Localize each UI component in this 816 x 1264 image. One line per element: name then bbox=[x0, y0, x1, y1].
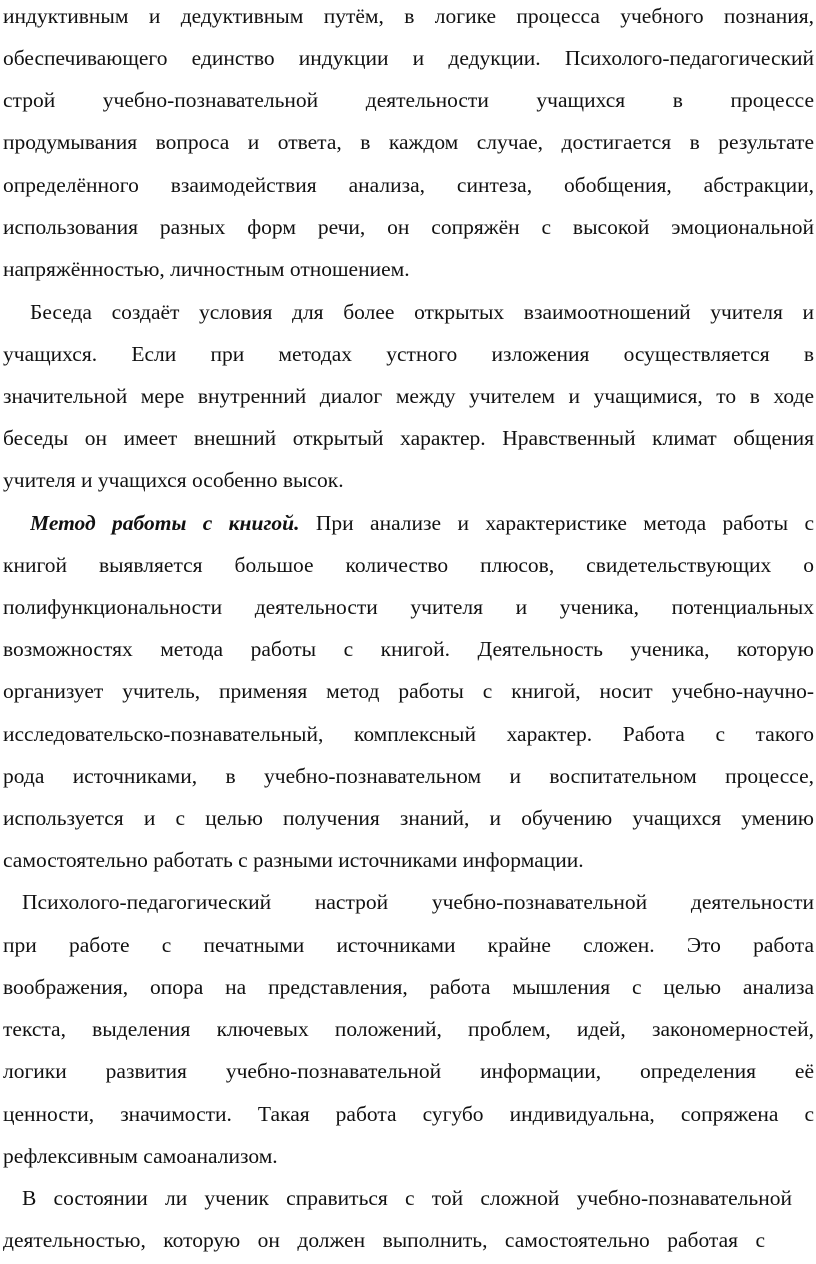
text-line: продумывания вопроса и ответа, в каждом случае, достигается в результате bbox=[3, 130, 814, 154]
text-line: полифункциональности деятельности учителя и ученика, потенциальных bbox=[3, 595, 814, 619]
text-line: использования разных форм речи, он сопряжён с высокой эмоциональной bbox=[3, 215, 814, 239]
text-line: обеспечивающего единство индукции и дедукции. Психолого-педагогический bbox=[3, 46, 814, 70]
text-line: деятельностью, которую он должен выполнить, самостоятельно работая с bbox=[3, 1228, 765, 1252]
text-line: используется и с целью получения знаний, и обучению учащихся умению bbox=[3, 806, 814, 830]
text-line: Беседа создаёт условия для более открытых взаимоотношений учителя и bbox=[30, 300, 814, 324]
text-line: ценности, значимости. Такая работа сугубо индивидуальна, сопряжена с bbox=[3, 1102, 814, 1126]
text-line: В состоянии ли ученик справиться с той сложной учебно-познавательной bbox=[22, 1186, 792, 1210]
section-lead-heading: Метод работы с книгой. bbox=[30, 511, 300, 535]
text-line: беседы он имеет внешний открытый характер. Нравственный климат общения bbox=[3, 426, 814, 450]
text-line: при работе с печатными источниками крайне сложен. Это работа bbox=[3, 933, 814, 957]
text-line: воображения, опора на представления, работа мышления с целью анализа bbox=[3, 975, 814, 999]
text-line bbox=[30, 508, 814, 538]
text-line: рефлексивным самоанализом. bbox=[3, 1144, 278, 1168]
text-line: логики развития учебно-познавательной информации, определения её bbox=[3, 1059, 814, 1083]
text-line: индуктивным и дедуктивным путём, в логике процесса учебного познания, bbox=[3, 4, 814, 28]
text-line: возможностях метода работы с книгой. Деятельность ученика, которую bbox=[3, 637, 814, 661]
text-line: учащихся. Если при методах устного изложения осуществляется в bbox=[3, 342, 814, 366]
text-line: определённого взаимодействия анализа, синтеза, обобщения, абстракции, bbox=[3, 173, 814, 197]
text-line: Психолого-педагогический настрой учебно-познавательной деятельности bbox=[22, 890, 814, 914]
text-line: значительной мере внутренний диалог между учителем и учащимися, то в ходе bbox=[3, 384, 814, 408]
text-line: рода источниками, в учебно-познавательном и воспитательном процессе, bbox=[3, 764, 814, 788]
text-line: самостоятельно работать с разными источниками информации. bbox=[3, 848, 584, 872]
text-line: текста, выделения ключевых положений, проблем, идей, закономерностей, bbox=[3, 1017, 814, 1041]
text-span: При анализе и характеристике метода работы с bbox=[299, 511, 814, 535]
text-line: книгой выявляется большое количество плюсов, свидетельствующих о bbox=[3, 553, 814, 577]
text-line: исследовательско-познавательный, комплексный характер. Работа с такого bbox=[3, 722, 814, 746]
text-line: напряжённостью, личностным отношением. bbox=[3, 257, 410, 281]
text-line: учителя и учащихся особенно высок. bbox=[3, 468, 344, 492]
text-line: строй учебно-познавательной деятельности учащихся в процессе bbox=[3, 88, 814, 112]
text-line: организует учитель, применяя метод работы с книгой, носит учебно-научно- bbox=[3, 679, 814, 703]
